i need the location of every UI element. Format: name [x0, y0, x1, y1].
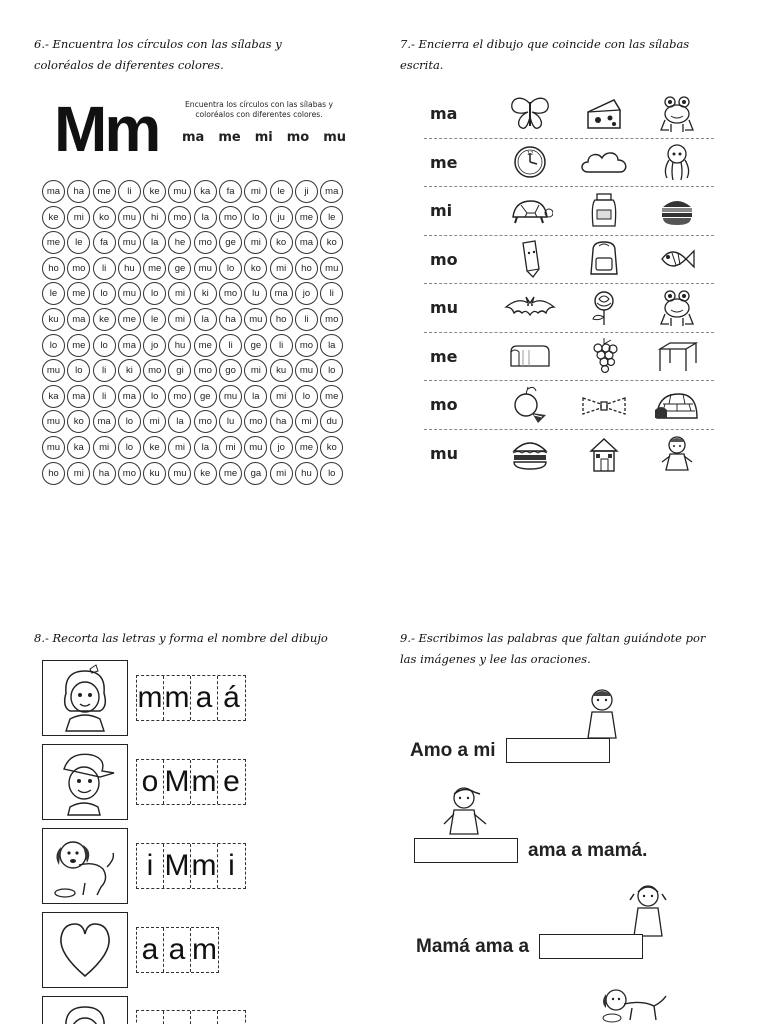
cut-letter[interactable] — [164, 1011, 191, 1024]
syllable-circle[interactable]: mi — [67, 206, 90, 229]
syllable-circle[interactable]: mu — [42, 436, 65, 459]
syllable-circle[interactable]: mi — [244, 231, 267, 254]
syllable-circle[interactable]: lo — [320, 359, 343, 382]
syllable-circle[interactable]: ka — [67, 436, 90, 459]
syllable-circle[interactable]: ha — [270, 410, 293, 433]
frog-icon[interactable] — [641, 94, 714, 134]
syllable-circle[interactable]: ke — [194, 462, 217, 485]
syllable-circle[interactable]: lo — [118, 410, 141, 433]
syllable-circle[interactable]: me — [67, 334, 90, 357]
syllable-circle[interactable]: hi — [143, 206, 166, 229]
word-row — [42, 912, 302, 988]
syllable-circle[interactable]: ma — [320, 180, 343, 203]
syllable-circle[interactable]: mo — [168, 385, 191, 408]
cut-letter[interactable]: m — [137, 676, 164, 720]
syllable-circle[interactable]: ke — [143, 180, 166, 203]
turtle-icon[interactable] — [494, 195, 567, 227]
clock-icon[interactable] — [494, 144, 567, 180]
syllable-circle[interactable]: ge — [168, 257, 191, 280]
syllable-circle[interactable]: li — [219, 334, 242, 357]
match-row — [424, 139, 714, 188]
syllable-circle[interactable]: du — [320, 410, 343, 433]
sentence-3-text: Mamá ama a — [416, 935, 530, 957]
cut-letter[interactable]: i — [137, 844, 164, 888]
grapes-icon[interactable] — [567, 336, 640, 376]
syllable-circle[interactable]: la — [320, 334, 343, 357]
syllable-circle[interactable]: lo — [295, 385, 318, 408]
syllable-circle[interactable]: mu — [244, 308, 267, 331]
cloud-icon[interactable] — [567, 146, 640, 178]
syllable-circle[interactable]: ma — [118, 385, 141, 408]
syllable-circle[interactable]: mu — [168, 180, 191, 203]
syllable-circle[interactable]: go — [219, 359, 242, 382]
syllable-circle[interactable]: mi — [168, 436, 191, 459]
syllable-circle[interactable]: le — [143, 308, 166, 331]
syllable-circle[interactable]: mi — [219, 436, 242, 459]
sentence-2 — [414, 838, 647, 863]
syllable-circle[interactable]: ke — [143, 436, 166, 459]
syllable-circle[interactable]: le — [42, 282, 65, 305]
sentence-3 — [416, 934, 643, 959]
syllable-circle[interactable]: mu — [42, 410, 65, 433]
row-syllable: me — [430, 152, 458, 172]
syllable-mi: mi — [254, 130, 273, 145]
syllable-circle[interactable]: lo — [93, 334, 116, 357]
girl-face-icon — [42, 660, 128, 736]
syllable-circle[interactable]: la — [143, 231, 166, 254]
syllable-circle[interactable]: le — [320, 206, 343, 229]
syllable-circle[interactable]: mo — [219, 282, 242, 305]
syllable-circle[interactable]: mu — [118, 282, 141, 305]
syllable-circle[interactable]: li — [93, 385, 116, 408]
syllable-circle[interactable]: mu — [168, 462, 191, 485]
syllable-circle[interactable]: hu — [295, 462, 318, 485]
syllable-circle[interactable]: lo — [320, 462, 343, 485]
fruit-icon[interactable] — [494, 385, 567, 425]
syllable-circle[interactable]: mi — [270, 385, 293, 408]
syllable-circle[interactable]: ku — [270, 359, 293, 382]
section-8-title: 8.- Recorta las letras y forma el nombre del dibujo — [34, 631, 328, 645]
section-7 — [400, 34, 730, 464]
syllable-circle[interactable]: li — [270, 334, 293, 357]
syllable-circle[interactable]: mo — [194, 359, 217, 382]
syllable-circle[interactable]: mi — [93, 436, 116, 459]
word-row — [42, 744, 302, 820]
svg-text:12: 12 — [527, 151, 534, 158]
syllable-circle[interactable]: mu — [295, 359, 318, 382]
answer-blank-1[interactable] — [506, 738, 610, 763]
girl-icon — [580, 686, 624, 740]
match-row — [424, 90, 714, 139]
syllable-circle[interactable]: lo — [42, 334, 65, 357]
syllable-circle[interactable]: mu — [42, 359, 65, 382]
cut-letter[interactable] — [218, 1011, 245, 1024]
syllable-circle[interactable]: mu — [320, 257, 343, 280]
syllable-circle[interactable]: mo — [194, 410, 217, 433]
row-syllable: mi — [430, 201, 453, 221]
syllable-circle[interactable]: la — [194, 206, 217, 229]
syllable-circle[interactable]: mi — [67, 462, 90, 485]
butterfly-icon[interactable] — [494, 96, 567, 132]
letter-boxes — [136, 759, 246, 805]
bread-icon[interactable] — [494, 342, 567, 370]
syllable-circle[interactable]: ho — [42, 257, 65, 280]
answer-blank-3[interactable] — [539, 934, 643, 959]
syllable-circle[interactable]: ko — [244, 257, 267, 280]
syllable-circle[interactable]: la — [194, 308, 217, 331]
bat-icon[interactable] — [494, 293, 567, 323]
syllable-circle[interactable]: li — [93, 257, 116, 280]
cut-letter[interactable]: m — [164, 676, 191, 720]
big-letter-heading: Mm — [54, 93, 159, 165]
cut-letter[interactable]: a — [137, 928, 164, 972]
subtitle: Encuentra los círculos con las sílabas y coloréalos con diferentes colores. — [184, 100, 334, 119]
syllable-circle[interactable]: mi — [244, 180, 267, 203]
word-row — [42, 660, 302, 736]
cut-letter[interactable]: o — [137, 760, 164, 804]
syllable-circle[interactable]: mo — [168, 206, 191, 229]
syllable-circle[interactable]: mu — [118, 231, 141, 254]
syllable-mo: mo — [286, 130, 310, 145]
rose-icon[interactable] — [567, 289, 640, 327]
pencil-icon[interactable] — [494, 239, 567, 279]
syllable-circle[interactable]: ge — [219, 231, 242, 254]
syllable-circle[interactable]: mo — [118, 462, 141, 485]
syllable-circle[interactable]: me — [295, 436, 318, 459]
syllable-circle[interactable]: ha — [93, 462, 116, 485]
syllable-circle[interactable]: lo — [219, 257, 242, 280]
syllable-list — [182, 130, 346, 145]
match-row — [424, 187, 714, 236]
syllable-circle[interactable]: me — [295, 206, 318, 229]
syllable-me: me — [218, 130, 241, 145]
cut-letter[interactable] — [191, 1011, 218, 1024]
match-row — [424, 236, 714, 285]
syllable-circle[interactable]: mo — [194, 231, 217, 254]
row-syllable: mo — [430, 395, 458, 415]
syllable-circle[interactable]: lu — [219, 410, 242, 433]
house-icon[interactable] — [567, 435, 640, 473]
syllable-circle[interactable]: fa — [93, 231, 116, 254]
syllable-grid — [42, 180, 346, 487]
row-syllable: me — [430, 346, 458, 366]
letter-boxes — [136, 1010, 246, 1024]
syllable-circle[interactable]: gi — [168, 359, 191, 382]
section-9-title: 9.- Escribimos las palabras que faltan guiándote por las imágenes y lee las oraciones. — [400, 631, 706, 666]
cut-letter[interactable]: M — [164, 844, 191, 888]
syllable-circle[interactable]: li — [118, 180, 141, 203]
igloo-icon[interactable] — [641, 390, 714, 420]
jar-icon[interactable] — [567, 192, 640, 230]
syllable-circle[interactable]: la — [168, 410, 191, 433]
syllable-circle[interactable]: ka — [42, 385, 65, 408]
syllable-circle[interactable]: ko — [67, 410, 90, 433]
cut-letter[interactable]: M — [164, 760, 191, 804]
match-row — [424, 284, 714, 333]
syllable-circle[interactable]: ku — [143, 462, 166, 485]
syllable-circle[interactable]: ma — [295, 231, 318, 254]
cut-letter[interactable] — [137, 1011, 164, 1024]
answer-blank-2[interactable] — [414, 838, 518, 863]
syllable-circle[interactable]: ji — [295, 180, 318, 203]
syllable-circle[interactable]: lo — [93, 282, 116, 305]
match-row — [424, 381, 714, 430]
syllable-circle[interactable]: mi — [270, 257, 293, 280]
syllable-circle[interactable]: ha — [67, 180, 90, 203]
syllable-circle[interactable]: mu — [219, 385, 242, 408]
syllable-circle[interactable]: ki — [194, 282, 217, 305]
syllable-circle[interactable]: jo — [270, 436, 293, 459]
syllable-circle[interactable]: mi — [143, 410, 166, 433]
syllable-circle[interactable]: lo — [143, 385, 166, 408]
letter-boxes — [136, 675, 246, 721]
syllable-circle[interactable]: mu — [118, 206, 141, 229]
syllable-circle[interactable]: mo — [67, 257, 90, 280]
frog-icon[interactable] — [641, 288, 714, 328]
syllable-circle[interactable]: ge — [194, 385, 217, 408]
row-syllable: mu — [430, 298, 459, 318]
syllable-circle[interactable]: ma — [93, 410, 116, 433]
syllable-circle[interactable]: hu — [168, 334, 191, 357]
backpack-icon[interactable] — [567, 240, 640, 278]
sentence-1 — [410, 738, 610, 763]
syllable-circle[interactable]: mi — [168, 308, 191, 331]
syllable-circle[interactable]: me — [219, 462, 242, 485]
syllable-circle[interactable]: he — [168, 231, 191, 254]
section-9 — [400, 628, 740, 1024]
syllable-circle[interactable]: ke — [93, 308, 116, 331]
dog-icon — [42, 828, 128, 904]
bow-tie-icon[interactable] — [567, 394, 640, 416]
sentence-2-text: ama a mamá. — [528, 839, 648, 861]
syllable-circle[interactable]: ge — [244, 334, 267, 357]
syllable-circle[interactable]: li — [320, 282, 343, 305]
cut-letter[interactable]: a — [191, 676, 218, 720]
syllable-circle[interactable]: lo — [67, 359, 90, 382]
syllable-circle[interactable]: me — [67, 282, 90, 305]
cut-letter[interactable]: e — [223, 765, 240, 798]
dog-icon — [598, 984, 672, 1024]
syllable-circle[interactable]: mi — [168, 282, 191, 305]
section-8 — [34, 628, 374, 966]
syllable-circle[interactable]: jo — [295, 282, 318, 305]
cheese-icon[interactable] — [567, 96, 640, 132]
row-syllable: mu — [430, 444, 459, 464]
syllable-circle[interactable]: mo — [143, 359, 166, 382]
cut-letter[interactable]: m — [191, 760, 218, 804]
syllable-circle[interactable]: ha — [219, 308, 242, 331]
girl-face-icon — [42, 996, 128, 1024]
syllable-circle[interactable]: me — [194, 334, 217, 357]
row-syllable: ma — [430, 104, 458, 124]
syllable-circle[interactable]: me — [143, 257, 166, 280]
syllable-circle[interactable]: mo — [320, 308, 343, 331]
cut-letter[interactable]: á — [223, 681, 240, 714]
syllable-circle[interactable]: ju — [270, 206, 293, 229]
syllable-circle[interactable]: la — [244, 385, 267, 408]
syllable-circle[interactable]: me — [93, 180, 116, 203]
word-row — [42, 828, 302, 904]
cut-letter[interactable]: m — [192, 933, 217, 966]
syllable-circle[interactable]: mo — [244, 410, 267, 433]
syllable-circle[interactable]: ka — [194, 180, 217, 203]
hamburger-icon[interactable] — [494, 437, 567, 471]
syllable-circle[interactable]: ki — [118, 359, 141, 382]
syllable-circle[interactable]: ko — [93, 206, 116, 229]
word-row — [42, 996, 302, 1024]
syllable-circle[interactable]: ma — [118, 334, 141, 357]
table-icon[interactable] — [641, 339, 714, 373]
syllable-circle[interactable]: ke — [42, 206, 65, 229]
syllable-circle[interactable]: hu — [118, 257, 141, 280]
boy-icon — [440, 784, 490, 840]
syllable-circle[interactable]: la — [194, 436, 217, 459]
burger-stack-icon[interactable] — [641, 195, 714, 227]
syllable-circle[interactable]: ko — [270, 231, 293, 254]
cut-letter[interactable]: a — [164, 928, 191, 972]
section-7-title: 7.- Encierra el dibujo que coincide con las sílabas escrita. — [400, 37, 690, 72]
syllable-circle[interactable]: ga — [244, 462, 267, 485]
syllable-circle[interactable]: ma — [42, 180, 65, 203]
syllable-circle[interactable]: ma — [270, 282, 293, 305]
match-row — [424, 333, 714, 382]
match-row — [424, 430, 714, 479]
syllable-circle[interactable]: le — [270, 180, 293, 203]
syllable-circle[interactable]: mi — [244, 359, 267, 382]
girl-icon — [624, 882, 672, 938]
syllable-circle[interactable]: lu — [244, 282, 267, 305]
syllable-circle[interactable]: ko — [320, 231, 343, 254]
syllable-circle[interactable]: ho — [295, 257, 318, 280]
heart-icon — [42, 912, 128, 988]
boy-face-icon — [42, 744, 128, 820]
section-6-title: 6.- Encuentra los círculos con las sílabas y coloréalos de diferentes colores. — [34, 37, 282, 72]
syllable-circle[interactable]: mi — [295, 410, 318, 433]
syllable-circle[interactable]: me — [118, 308, 141, 331]
syllable-circle[interactable]: lo — [118, 436, 141, 459]
picture-match-table — [424, 90, 714, 478]
fish-icon[interactable] — [641, 243, 714, 275]
syllable-circle[interactable]: mu — [194, 257, 217, 280]
syllable-circle[interactable]: ma — [67, 385, 90, 408]
syllable-circle[interactable]: mo — [219, 206, 242, 229]
syllable-circle[interactable]: le — [67, 231, 90, 254]
syllable-circle[interactable]: ho — [270, 308, 293, 331]
syllable-circle[interactable]: mu — [244, 436, 267, 459]
syllable-circle[interactable]: ho — [42, 462, 65, 485]
letter-boxes — [136, 843, 246, 889]
syllable-circle[interactable]: li — [295, 308, 318, 331]
section-6 — [34, 34, 364, 479]
syllable-circle[interactable]: mo — [295, 334, 318, 357]
syllable-circle[interactable]: mi — [270, 462, 293, 485]
octopus-icon[interactable] — [641, 142, 714, 182]
cut-letter[interactable]: i — [228, 849, 235, 882]
syllable-circle[interactable]: me — [320, 385, 343, 408]
sentence-1-text: Amo a mi — [410, 739, 496, 761]
syllable-mu: mu — [323, 130, 347, 145]
syllable-circle[interactable]: lo — [244, 206, 267, 229]
syllable-circle[interactable]: lo — [143, 282, 166, 305]
syllable-circle[interactable]: jo — [143, 334, 166, 357]
letter-boxes — [136, 927, 219, 973]
syllable-circle[interactable]: ma — [67, 308, 90, 331]
syllable-circle[interactable]: fa — [219, 180, 242, 203]
row-syllable: mo — [430, 249, 458, 269]
syllable-circle[interactable]: li — [93, 359, 116, 382]
syllable-circle[interactable]: me — [42, 231, 65, 254]
syllable-circle[interactable]: ku — [42, 308, 65, 331]
syllable-ma: ma — [182, 130, 205, 145]
cut-letter[interactable]: m — [191, 844, 218, 888]
syllable-circle[interactable]: ko — [320, 436, 343, 459]
doll-icon[interactable] — [641, 434, 714, 474]
